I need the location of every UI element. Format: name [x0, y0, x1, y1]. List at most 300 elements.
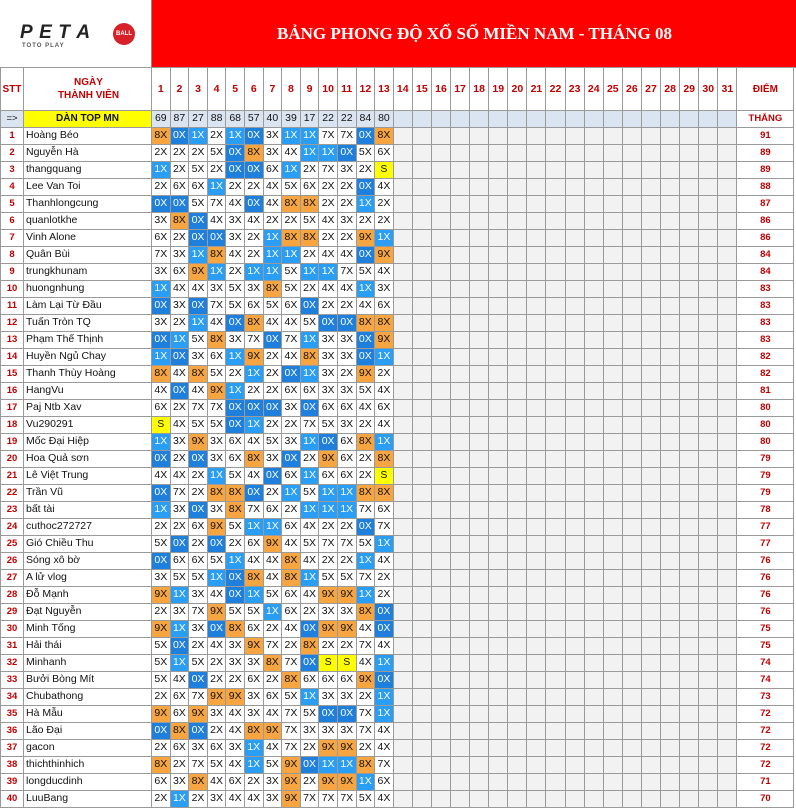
result-cell: 2X: [263, 417, 282, 434]
row-number: 30: [1, 621, 24, 638]
empty-cell: [584, 536, 603, 553]
result-cell: 7X: [189, 604, 208, 621]
result-cell: 5X: [300, 485, 319, 502]
empty-cell: [451, 519, 470, 536]
empty-cell: [508, 451, 527, 468]
empty-cell: [393, 672, 412, 689]
empty-cell: [527, 162, 546, 179]
result-cell: 7X: [244, 332, 263, 349]
result-cell: 4X: [375, 553, 394, 570]
empty-cell: [584, 264, 603, 281]
member-name: Mốc Đại Hiệp: [24, 434, 152, 451]
empty-cell: [603, 230, 622, 247]
result-cell: 3X: [337, 417, 356, 434]
result-cell: 1X: [244, 587, 263, 604]
day-header: 25: [603, 68, 622, 111]
result-cell: 4X: [244, 553, 263, 570]
empty-cell: [641, 179, 660, 196]
empty-cell: [699, 230, 718, 247]
empty-cell: [451, 553, 470, 570]
result-cell: 6X: [189, 553, 208, 570]
empty-cell: [622, 264, 641, 281]
result-cell: 5X: [226, 298, 245, 315]
empty-cell: [508, 519, 527, 536]
result-cell: 3X: [207, 706, 226, 723]
result-cell: 0X: [226, 417, 245, 434]
empty-cell: [508, 689, 527, 706]
empty-cell: [603, 332, 622, 349]
score-cell: 76: [737, 604, 794, 621]
day-header: 14: [393, 68, 412, 111]
table-row: [1, 723, 794, 740]
result-cell: 7X: [375, 757, 394, 774]
result-cell: 2X: [282, 213, 301, 230]
empty-cell: [718, 553, 737, 570]
result-cell: 8X: [244, 315, 263, 332]
empty-cell: [508, 723, 527, 740]
empty-cell: [546, 519, 565, 536]
empty-cell: [641, 213, 660, 230]
member-name: Vinh Alone: [24, 230, 152, 247]
empty-cell: [431, 791, 450, 808]
score-cell: 70: [737, 791, 794, 808]
result-cell: 2X: [189, 485, 208, 502]
result-cell: 0X: [152, 196, 171, 213]
empty-cell: [622, 417, 641, 434]
empty-cell: [718, 587, 737, 604]
empty-cell: [622, 706, 641, 723]
result-cell: 4X: [375, 740, 394, 757]
table-row: [1, 230, 794, 247]
empty-cell: [699, 570, 718, 587]
empty-cell: [680, 604, 699, 621]
result-cell: 1X: [356, 553, 375, 570]
result-cell: 4X: [189, 383, 208, 400]
empty-cell: [546, 638, 565, 655]
result-cell: 7X: [263, 638, 282, 655]
empty-cell: [661, 740, 680, 757]
result-cell: 6X: [300, 179, 319, 196]
result-cell: 6X: [375, 502, 394, 519]
empty-cell: [565, 587, 584, 604]
result-cell: 1X: [244, 264, 263, 281]
top-number: 68: [226, 111, 245, 128]
result-cell: 4X: [226, 757, 245, 774]
result-cell: 2X: [375, 570, 394, 587]
member-name: Bưởi Bòng Mít: [24, 672, 152, 689]
empty-cell: [718, 128, 737, 145]
result-cell: 3X: [319, 604, 338, 621]
result-cell: 1X: [152, 502, 171, 519]
empty-cell: [508, 655, 527, 672]
result-cell: 5X: [152, 536, 171, 553]
result-cell: 6X: [375, 298, 394, 315]
result-cell: 3X: [226, 655, 245, 672]
result-cell: 4X: [170, 468, 189, 485]
result-cell: 4X: [244, 468, 263, 485]
empty-cell: [718, 145, 737, 162]
result-cell: 1X: [263, 519, 282, 536]
empty-cell: [431, 298, 450, 315]
result-cell: 3X: [152, 264, 171, 281]
empty-cell: [393, 145, 412, 162]
result-cell: 2X: [263, 621, 282, 638]
empty-cell: [699, 247, 718, 264]
result-cell: 1X: [152, 349, 171, 366]
empty-cell: [699, 400, 718, 417]
empty-cell: [565, 723, 584, 740]
top-number: 22: [337, 111, 356, 128]
empty-cell: [489, 519, 508, 536]
result-cell: 4X: [170, 366, 189, 383]
member-name: Minh Tống: [24, 621, 152, 638]
empty-cell: [546, 791, 565, 808]
result-cell: 6X: [170, 179, 189, 196]
top-number: 57: [244, 111, 263, 128]
result-cell: 1X: [226, 128, 245, 145]
empty-cell: [680, 179, 699, 196]
result-cell: 4X: [319, 247, 338, 264]
empty-cell: [718, 485, 737, 502]
empty-cell: [699, 366, 718, 383]
empty-cell: [527, 621, 546, 638]
empty-cell: [546, 502, 565, 519]
empty-cell: [718, 417, 737, 434]
result-cell: 0X: [189, 213, 208, 230]
empty-cell: [565, 672, 584, 689]
result-cell: 8X: [300, 349, 319, 366]
result-cell: 8X: [375, 128, 394, 145]
empty-cell: [622, 570, 641, 587]
empty-cell: [508, 570, 527, 587]
result-cell: 5X: [189, 162, 208, 179]
empty-cell: [603, 570, 622, 587]
empty-cell: [451, 502, 470, 519]
member-name: Phạm Thế Thịnh: [24, 332, 152, 349]
empty-cell: [565, 111, 584, 128]
empty-cell: [393, 689, 412, 706]
empty-cell: [680, 400, 699, 417]
result-cell: 2X: [189, 468, 208, 485]
empty-cell: [393, 332, 412, 349]
result-cell: 3X: [319, 349, 338, 366]
result-cell: 1X: [300, 145, 319, 162]
empty-cell: [451, 672, 470, 689]
empty-cell: [661, 145, 680, 162]
member-name: thangquang: [24, 162, 152, 179]
empty-cell: [431, 349, 450, 366]
result-cell: 9X: [263, 723, 282, 740]
result-cell: 5X: [337, 570, 356, 587]
table-row: [1, 791, 794, 808]
empty-cell: [470, 128, 489, 145]
result-cell: 3X: [170, 774, 189, 791]
sheet-header: [0, 0, 796, 68]
result-cell: 1X: [244, 366, 263, 383]
empty-cell: [508, 672, 527, 689]
empty-cell: [565, 638, 584, 655]
empty-cell: [431, 247, 450, 264]
empty-cell: [412, 383, 431, 400]
empty-cell: [489, 264, 508, 281]
result-cell: S: [375, 468, 394, 485]
empty-cell: [661, 774, 680, 791]
result-cell: 2X: [244, 230, 263, 247]
empty-cell: [603, 281, 622, 298]
result-cell: 2X: [207, 723, 226, 740]
result-cell: 1X: [319, 757, 338, 774]
day-header: 7: [263, 68, 282, 111]
empty-cell: [622, 315, 641, 332]
empty-cell: [584, 298, 603, 315]
result-cell: 7X: [337, 536, 356, 553]
empty-cell: [412, 196, 431, 213]
day-header: 20: [508, 68, 527, 111]
empty-cell: [565, 417, 584, 434]
result-cell: 4X: [375, 264, 394, 281]
empty-cell: [393, 638, 412, 655]
result-cell: 3X: [263, 774, 282, 791]
empty-cell: [527, 502, 546, 519]
empty-cell: [661, 536, 680, 553]
empty-cell: [470, 689, 489, 706]
empty-cell: [622, 587, 641, 604]
empty-cell: [451, 247, 470, 264]
empty-cell: [508, 621, 527, 638]
table-row: [1, 366, 794, 383]
empty-cell: [431, 213, 450, 230]
empty-cell: [680, 434, 699, 451]
member-name: LuuBang: [24, 791, 152, 808]
empty-cell: [584, 485, 603, 502]
empty-cell: [622, 145, 641, 162]
result-cell: 6X: [244, 672, 263, 689]
empty-cell: [718, 196, 737, 213]
empty-cell: [718, 689, 737, 706]
empty-cell: [431, 723, 450, 740]
member-name: Tuấn Tròn TQ: [24, 315, 152, 332]
empty-cell: [546, 689, 565, 706]
result-cell: 8X: [356, 757, 375, 774]
result-cell: 1X: [356, 196, 375, 213]
result-cell: 7X: [337, 791, 356, 808]
result-cell: 1X: [337, 757, 356, 774]
empty-cell: [603, 145, 622, 162]
empty-cell: [431, 128, 450, 145]
result-cell: 7X: [282, 655, 301, 672]
row-number: 22: [1, 485, 24, 502]
empty-cell: [641, 128, 660, 145]
empty-cell: [699, 774, 718, 791]
result-cell: 2X: [337, 553, 356, 570]
result-cell: 7X: [319, 128, 338, 145]
empty-cell: [431, 604, 450, 621]
empty-cell: [451, 587, 470, 604]
empty-cell: [680, 723, 699, 740]
empty-cell: [489, 128, 508, 145]
result-cell: 0X: [300, 655, 319, 672]
result-cell: 0X: [356, 128, 375, 145]
empty-cell: [641, 672, 660, 689]
result-cell: 5X: [300, 706, 319, 723]
empty-cell: [489, 553, 508, 570]
empty-cell: [470, 587, 489, 604]
table-row: [1, 604, 794, 621]
empty-cell: [489, 196, 508, 213]
empty-cell: [470, 213, 489, 230]
result-cell: 9X: [207, 383, 226, 400]
empty-cell: [603, 417, 622, 434]
empty-cell: [489, 689, 508, 706]
empty-cell: [680, 536, 699, 553]
member-name: trungkhunam: [24, 264, 152, 281]
empty-cell: [470, 451, 489, 468]
result-cell: 2X: [189, 145, 208, 162]
empty-cell: [641, 502, 660, 519]
empty-cell: [546, 366, 565, 383]
member-name: Đỗ Mạnh: [24, 587, 152, 604]
empty-cell: [718, 264, 737, 281]
empty-cell: [393, 128, 412, 145]
empty-cell: [527, 451, 546, 468]
empty-cell: [622, 298, 641, 315]
row-number: 27: [1, 570, 24, 587]
result-cell: 5X: [356, 145, 375, 162]
empty-cell: [489, 706, 508, 723]
result-cell: 4X: [152, 383, 171, 400]
result-cell: 2X: [152, 519, 171, 536]
empty-cell: [431, 315, 450, 332]
empty-cell: [622, 723, 641, 740]
day-header: 19: [489, 68, 508, 111]
result-cell: 8X: [207, 332, 226, 349]
row-number: 32: [1, 655, 24, 672]
empty-cell: [603, 196, 622, 213]
empty-cell: [641, 740, 660, 757]
empty-cell: [508, 791, 527, 808]
result-cell: 2X: [375, 366, 394, 383]
result-cell: 3X: [170, 247, 189, 264]
empty-cell: [470, 791, 489, 808]
empty-cell: [546, 230, 565, 247]
empty-cell: [431, 281, 450, 298]
result-cell: 0X: [152, 332, 171, 349]
result-cell: 4X: [189, 281, 208, 298]
score-cell: 72: [737, 723, 794, 740]
result-cell: 9X: [337, 587, 356, 604]
empty-cell: [584, 111, 603, 128]
empty-cell: [412, 621, 431, 638]
empty-cell: [584, 689, 603, 706]
empty-cell: [546, 281, 565, 298]
empty-cell: [393, 536, 412, 553]
empty-cell: [680, 706, 699, 723]
empty-cell: [622, 332, 641, 349]
empty-cell: [699, 485, 718, 502]
day-header: 31: [718, 68, 737, 111]
empty-cell: [699, 723, 718, 740]
result-cell: 3X: [207, 791, 226, 808]
empty-cell: [603, 740, 622, 757]
result-cell: 2X: [152, 689, 171, 706]
result-cell: 0X: [375, 621, 394, 638]
result-cell: 5X: [356, 536, 375, 553]
empty-cell: [489, 774, 508, 791]
empty-cell: [661, 485, 680, 502]
empty-cell: [431, 230, 450, 247]
score-header: ĐIỂM: [737, 68, 794, 111]
empty-cell: [527, 111, 546, 128]
empty-cell: [546, 553, 565, 570]
empty-cell: [661, 553, 680, 570]
result-cell: 5X: [356, 264, 375, 281]
score-cell: 86: [737, 230, 794, 247]
empty-cell: [470, 366, 489, 383]
empty-cell: [508, 757, 527, 774]
empty-cell: [680, 145, 699, 162]
empty-cell: [661, 281, 680, 298]
empty-cell: [584, 434, 603, 451]
empty-cell: [489, 332, 508, 349]
empty-cell: [622, 128, 641, 145]
table-row: [1, 281, 794, 298]
result-cell: 4X: [337, 281, 356, 298]
empty-cell: [603, 451, 622, 468]
empty-cell: [699, 757, 718, 774]
table-row: [1, 553, 794, 570]
empty-cell: [470, 655, 489, 672]
result-cell: 9X: [189, 706, 208, 723]
empty-cell: [680, 349, 699, 366]
empty-cell: [718, 332, 737, 349]
result-cell: 4X: [300, 553, 319, 570]
row-number: 12: [1, 315, 24, 332]
day-header: 28: [661, 68, 680, 111]
empty-cell: [431, 196, 450, 213]
empty-cell: [641, 706, 660, 723]
empty-cell: [641, 417, 660, 434]
day-header: 22: [546, 68, 565, 111]
empty-cell: [565, 791, 584, 808]
result-cell: 0X: [337, 315, 356, 332]
result-cell: 6X: [282, 468, 301, 485]
empty-cell: [527, 315, 546, 332]
empty-cell: [489, 417, 508, 434]
empty-cell: [451, 111, 470, 128]
result-cell: 2X: [152, 604, 171, 621]
logo-subtitle: TOTO PLAY: [22, 43, 65, 49]
member-name: Paj Ntb Xav: [24, 400, 152, 417]
row-number: 15: [1, 366, 24, 383]
empty-cell: [603, 757, 622, 774]
result-cell: 3X: [375, 281, 394, 298]
result-cell: 8X: [282, 570, 301, 587]
empty-cell: [508, 587, 527, 604]
empty-cell: [393, 281, 412, 298]
empty-cell: [603, 434, 622, 451]
empty-cell: [584, 349, 603, 366]
result-cell: 0X: [356, 247, 375, 264]
result-cell: 3X: [337, 383, 356, 400]
result-cell: 8X: [244, 451, 263, 468]
title-cell: [151, 0, 796, 67]
result-cell: 9X: [207, 604, 226, 621]
empty-cell: [508, 740, 527, 757]
empty-cell: [718, 468, 737, 485]
empty-cell: [508, 774, 527, 791]
result-cell: 6X: [337, 672, 356, 689]
empty-cell: [527, 570, 546, 587]
